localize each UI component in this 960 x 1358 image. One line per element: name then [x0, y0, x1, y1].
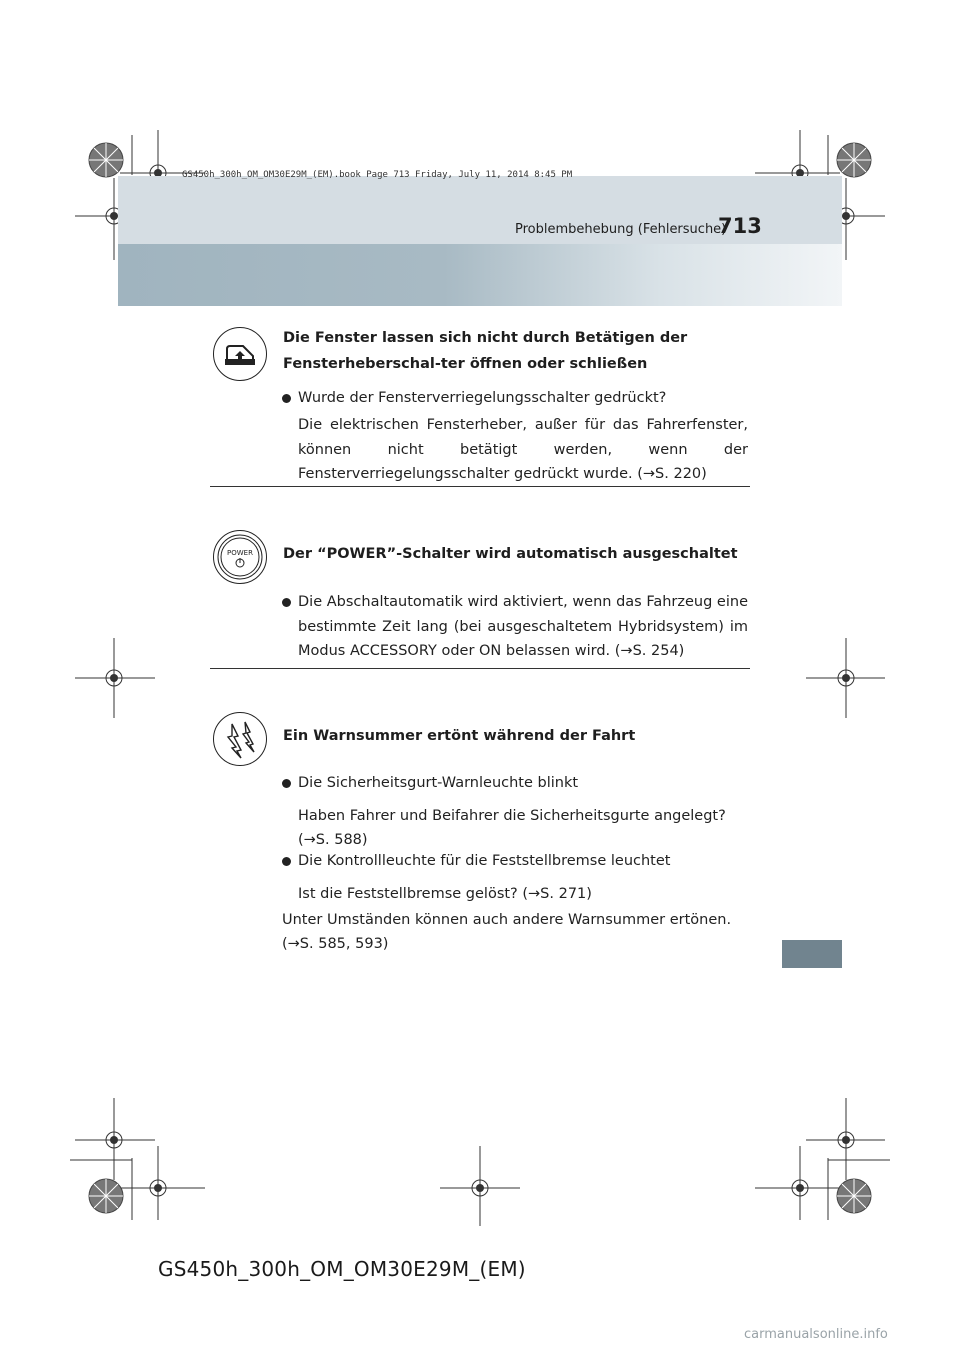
bullet-text: Die elektrischen Fensterheber, außer für das Fahrerfenster, können nicht betätigt werden, wenn der Fensterverriegelungsschalter gedrückt wurde. (→S. 220) — [298, 417, 748, 482]
note-text — [282, 908, 748, 956]
bullet-text: Haben Fahrer und Beifahrer die Sicherheitsgurte angelegt? — [298, 808, 726, 824]
bullet-text-ref: (→S. 588) — [298, 832, 368, 848]
document-id: GS450h_300h_OM_OM30E29M_(EM) — [158, 1257, 526, 1281]
bullet-icon — [282, 394, 291, 403]
section-heading: Die Fenster lassen sich nicht durch Betätigen der Fensterheberschal-ter öffnen oder schließen — [283, 330, 688, 372]
power-button-icon — [213, 530, 267, 584]
bullet-icon — [282, 779, 291, 788]
bullet-title: Wurde der Fensterverriegelungsschalter gedrückt? — [298, 390, 667, 406]
watermark: carmanualsonline.info — [744, 1327, 888, 1342]
page-number: 713 — [718, 214, 762, 238]
bullet-icon — [282, 857, 291, 866]
bullet-title: Die Sicherheitsgurt-Warnleuchte blinkt — [298, 775, 579, 791]
note-line: Unter Umständen können auch andere Warnsummer ertönen. — [282, 912, 732, 928]
list-item — [282, 771, 748, 852]
note-ref: (→S. 585, 593) — [282, 936, 389, 952]
list-item — [282, 590, 748, 664]
section-heading: Der “POWER”-Schalter wird automatisch ausgeschaltet — [283, 546, 738, 562]
bullet-icon — [282, 598, 291, 607]
list-item — [282, 386, 748, 487]
power-label: POWER — [226, 548, 253, 557]
bullet-text: Die Abschaltautomatik wird aktiviert, wenn das Fahrzeug eine bestimmte Zeit lang (bei ausgeschaltetem Hybridsystem) im Modus ACCESSORY oder ON belassen wird. (→S. 254) — [298, 594, 748, 659]
warning-buzzer-icon — [213, 712, 267, 766]
bullet-title: Die Kontrollleuchte für die Feststellbremse leuchtet — [298, 853, 671, 869]
window-switch-icon — [213, 327, 267, 381]
list-item — [282, 849, 748, 906]
header-band-gradient — [118, 244, 842, 306]
book-file-line: GS450h_300h_OM_OM30E29M_(EM).book Page 713 Friday, July 11, 2014 8:45 PM — [182, 170, 573, 180]
divider — [210, 486, 750, 487]
section-title: Problembehebung (Fehlersuche) — [515, 222, 727, 237]
bullet-text: Ist die Feststellbremse gelöst? (→S. 271) — [298, 886, 592, 902]
section-heading: Ein Warnsummer ertönt während der Fahrt — [283, 728, 636, 744]
chapter-side-tab — [782, 940, 842, 968]
divider — [210, 668, 750, 669]
